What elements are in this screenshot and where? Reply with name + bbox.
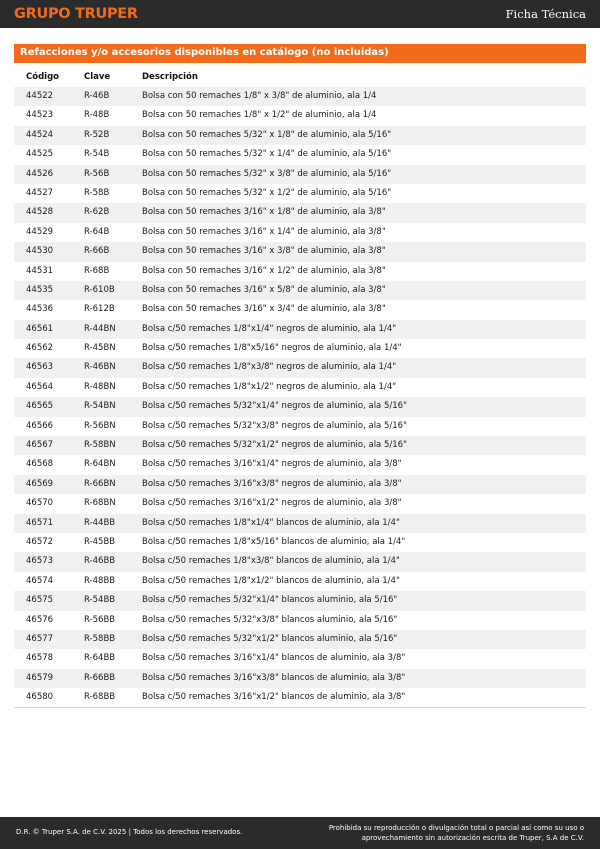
codigo-cell: 44530 [26,246,54,257]
codigo-cell: 46568 [26,459,54,470]
clave-cell: R-56BB [84,614,116,625]
descripcion-cell: Bolsa c/50 remaches 1/8"x1/4" blancos de aluminio, ala 1/4" [142,517,400,528]
clave-cell: R-58BN [84,440,116,451]
descripcion-cell: Bolsa c/50 remaches 5/32"x1/4" negros de aluminio, ala 5/16" [142,401,407,412]
codigo-cell: 46574 [26,575,54,586]
table-row [14,630,586,649]
descripcion-cell: Bolsa con 50 remaches 3/16" x 1/4" de aluminio, ala 3/8" [142,226,386,237]
codigo-cell: 46565 [26,401,54,412]
descripcion-cell: Bolsa c/50 remaches 1/8"x1/2" negros de aluminio, ala 1/4" [142,381,397,392]
table-row [14,358,586,377]
descripcion-cell: Bolsa con 50 remaches 1/8" x 3/8" de aluminio, ala 1/4 [142,91,377,101]
clave-cell: R-66BN [84,478,116,489]
clave-cell: R-54BB [84,595,116,606]
table-row [14,688,586,707]
clave-cell: R-56BN [84,420,116,431]
descripcion-cell: Bolsa c/50 remaches 1/8"x3/8" blancos de aluminio, ala 1/4" [142,556,400,567]
clave-cell: R-45BB [84,536,116,547]
clave-cell: R-46B [84,91,110,101]
codigo-cell: 46569 [26,478,54,489]
table-row [14,165,586,184]
table-row [14,223,586,242]
codigo-cell: 46564 [26,381,54,392]
codigo-cell: 44524 [26,129,54,140]
descripcion-cell: Bolsa c/50 remaches 3/16"x1/2" negros de aluminio, ala 3/8" [142,498,402,509]
table-row [14,300,586,319]
clave-cell: R-54B [84,149,110,160]
codigo-cell: 44525 [26,149,54,160]
table-row [14,87,586,106]
table-end-divider [14,707,586,708]
table-row [14,611,586,630]
clave-cell: R-46BN [84,362,116,373]
clave-cell: R-66BB [84,672,116,683]
codigo-cell: 46572 [26,536,54,547]
column-header-descripcion: Descripción [142,72,198,82]
codigo-cell: 44527 [26,187,54,198]
column-header-codigo: Código [26,72,59,82]
table-row [14,591,586,610]
descripcion-cell: Bolsa c/50 remaches 5/32"x3/8" blancos aluminio, ala 5/16" [142,614,398,625]
codigo-cell: 46578 [26,653,54,664]
codigo-cell: 46571 [26,517,54,528]
section-title: Refacciones y/o accesorios disponibles en catálogo (no incluidas) [20,47,389,58]
footer [0,817,600,849]
legal-notice-line-1: Prohibida su reproducción o divulgación total o parcial así como su uso o [328,824,584,832]
descripcion-cell: Bolsa c/50 remaches 5/32"x1/2" blancos aluminio, ala 5/16" [142,633,398,644]
parts-table [14,68,586,708]
descripcion-cell: Bolsa c/50 remaches 1/8"x3/8" negros de aluminio, ala 1/4" [142,362,397,373]
clave-cell: R-610B [84,284,115,295]
descripcion-cell: Bolsa c/50 remaches 5/32"x1/2" negros de aluminio, ala 5/16" [142,440,407,451]
codigo-cell: 46576 [26,614,54,625]
table-row [14,145,586,164]
clave-cell: R-48BN [84,381,116,392]
codigo-cell: 44529 [26,226,54,237]
clave-cell: R-66B [84,246,110,257]
table-row [14,572,586,591]
clave-cell: R-48B [84,110,110,121]
table-row [14,649,586,668]
table-row [14,455,586,474]
descripcion-cell: Bolsa c/50 remaches 3/16"x1/2" blancos de aluminio, ala 3/8" [142,692,406,703]
descripcion-cell: Bolsa con 50 remaches 5/32" x 1/8" de aluminio, ala 5/16" [142,129,392,140]
codigo-cell: 46579 [26,672,54,683]
descripcion-cell: Bolsa con 50 remaches 1/8" x 1/2" de aluminio, ala 1/4 [142,110,377,121]
clave-cell: R-44BN [84,323,116,334]
descripcion-cell: Bolsa c/50 remaches 5/32"x3/8" negros de aluminio, ala 5/16" [142,420,407,431]
legal-notice-line-2: aprovechamiento sin autorización escrita de Truper, S.A de C.V. [361,834,584,842]
descripcion-cell: Bolsa c/50 remaches 1/8"x5/16" negros de aluminio, ala 1/4" [142,343,402,354]
codigo-cell: 46562 [26,343,54,354]
codigo-cell: 46563 [26,362,54,373]
clave-cell: R-62B [84,207,110,218]
table-row [14,552,586,571]
descripcion-cell: Bolsa con 50 remaches 3/16" x 1/2" de aluminio, ala 3/8" [142,265,386,276]
top-bar [0,0,600,28]
descripcion-cell: Bolsa c/50 remaches 3/16"x1/4" negros de aluminio, ala 3/8" [142,459,402,470]
codigo-cell: 46570 [26,498,54,509]
descripcion-cell: Bolsa c/50 remaches 1/8"x1/2" blancos de aluminio, ala 1/4" [142,575,400,586]
clave-cell: R-64B [84,226,110,237]
table-row [14,203,586,222]
codigo-cell: 46567 [26,440,54,451]
codigo-cell: 44531 [26,265,54,276]
clave-cell: R-48BB [84,575,116,586]
codigo-cell: 44535 [26,284,54,295]
clave-cell: R-68B [84,265,110,276]
codigo-cell: 46575 [26,595,54,606]
clave-cell: R-64BN [84,459,116,470]
descripcion-cell: Bolsa con 50 remaches 5/32" x 3/8" de aluminio, ala 5/16" [142,168,392,179]
clave-cell: R-58B [84,187,110,198]
legal-notice [329,823,584,843]
document-type: Ficha Técnica [505,7,586,21]
table-header [14,68,586,87]
descripcion-cell: Bolsa c/50 remaches 3/16"x3/8" negros de aluminio, ala 3/8" [142,478,402,489]
table-row [14,397,586,416]
table-row [14,242,586,261]
descripcion-cell: Bolsa con 50 remaches 3/16" x 3/8" de aluminio, ala 3/8" [142,246,386,257]
clave-cell: R-52B [84,129,110,140]
table-row [14,669,586,688]
codigo-cell: 46580 [26,692,54,703]
descripcion-cell: Bolsa con 50 remaches 5/32" x 1/2" de aluminio, ala 5/16" [142,187,392,198]
table-row [14,262,586,281]
descripcion-cell: Bolsa c/50 remaches 1/8"x1/4" negros de aluminio, ala 1/4" [142,323,397,334]
table-row [14,106,586,125]
clave-cell: R-64BB [84,653,116,664]
copyright-text: D.R. © Truper S.A. de C.V. 2025 | Todos los derechos reservados. [16,828,243,836]
table-row [14,514,586,533]
clave-cell: R-68BN [84,498,116,509]
clave-cell: R-612B [84,304,115,315]
table-row [14,378,586,397]
table-body [14,87,586,708]
codigo-cell: 46566 [26,420,54,431]
codigo-cell: 46573 [26,556,54,567]
descripcion-cell: Bolsa c/50 remaches 5/32"x1/4" blancos aluminio, ala 5/16" [142,595,398,606]
descripcion-cell: Bolsa c/50 remaches 3/16"x1/4" blancos de aluminio, ala 3/8" [142,653,406,664]
clave-cell: R-68BB [84,692,116,703]
table-row [14,281,586,300]
clave-cell: R-46BB [84,556,116,567]
codigo-cell: 46577 [26,633,54,644]
section-header [14,44,586,63]
table-row [14,320,586,339]
table-row [14,417,586,436]
clave-cell: R-54BN [84,401,116,412]
table-row [14,339,586,358]
brand-logo: GRUPO TRUPER [14,6,138,22]
table-row [14,126,586,145]
descripcion-cell: Bolsa con 50 remaches 5/32" x 1/4" de aluminio, ala 5/16" [142,149,392,160]
clave-cell: R-45BN [84,343,116,354]
descripcion-cell: Bolsa c/50 remaches 1/8"x5/16" blancos de aluminio, ala 1/4" [142,536,406,547]
codigo-cell: 44523 [26,110,54,121]
codigo-cell: 44536 [26,304,54,315]
codigo-cell: 44528 [26,207,54,218]
column-header-clave: Clave [84,72,111,82]
table-row [14,494,586,513]
descripcion-cell: Bolsa c/50 remaches 3/16"x3/8" blancos de aluminio, ala 3/8" [142,672,406,683]
descripcion-cell: Bolsa con 50 remaches 3/16" x 3/4" de aluminio, ala 3/8" [142,304,386,315]
descripcion-cell: Bolsa con 50 remaches 3/16" x 1/8" de aluminio, ala 3/8" [142,207,386,218]
codigo-cell: 44526 [26,168,54,179]
clave-cell: R-56B [84,168,110,179]
table-row [14,436,586,455]
clave-cell: R-58BB [84,633,116,644]
table-row [14,475,586,494]
codigo-cell: 46561 [26,323,54,334]
codigo-cell: 44522 [26,91,54,101]
table-row [14,184,586,203]
table-row [14,533,586,552]
descripcion-cell: Bolsa con 50 remaches 3/16" x 5/8" de aluminio, ala 3/8" [142,284,386,295]
clave-cell: R-44BB [84,517,116,528]
